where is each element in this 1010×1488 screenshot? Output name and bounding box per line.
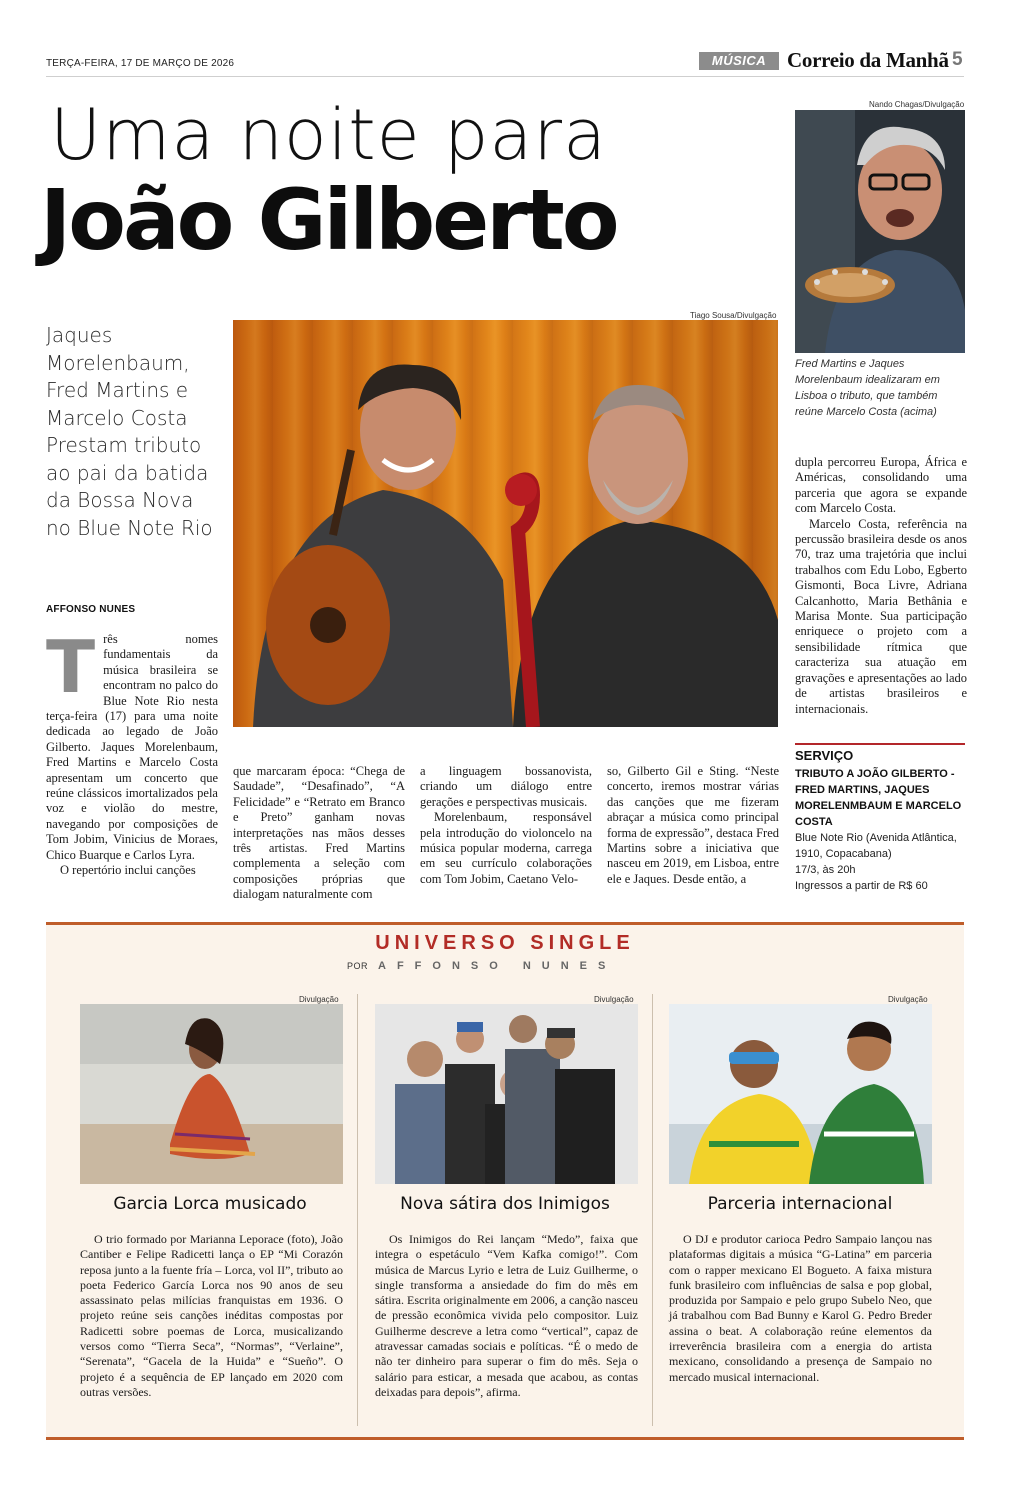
single-2-photo — [375, 1004, 638, 1184]
article-paragraph: a linguagem bossanovista, criando um diálogo entre gerações e perspectivas musicais. — [420, 764, 592, 809]
article-paragraph: Marcelo Costa, referência na percussão brasileira desde os anos 70, traz uma trajetória que inclui trabalhos com Edu Lobo, Egberto Gismonti, Boca Livre, Adriana Calcanhotto, Maria Bethânia e Marisa Monte. Sua participação enriquece o projeto com a sensibilidade rítmica que caracteriza sua atuação em gravações e apresentações ao lado de artistas brasileiros e internacionais. — [795, 516, 967, 716]
article-paragraph: que marcaram época: “Chega de Saudade”, “Desafinado”, “A Felicidade” e “Retrato em Branco e Preto” ganham novas interpretações nas mãos desses três artistas. Fred Martins complementa a seleção com composições próprias que dialogam naturalmente com — [233, 764, 405, 902]
single-3-photo — [669, 1004, 932, 1184]
single-2-text: Os Inimigos do Rei lançam “Medo”, faixa que integra o espetáculo “Vem Kafka comigo!”. Com música de Marcus Lyrio e letra de Luiz Guilherme, o single transforma a ansiedade do fim do mês em sátira. Escrita originalmente em 2006, a canção nasceu de pressão econômica vivida pelo compositor. Luiz Guilherme descreve a letra como “vertical”, capaz de atravessar camadas sociais e políticas. “É o medo de não ter dinheiro para superar o fim do mês. Seja o salário para esticar, a mesada que acabou, as contas deixadas para depois”, afirma. — [375, 1232, 638, 1399]
article-column-1 — [46, 625, 218, 879]
servico-event-name: TRIBUTO A JOÃO GILBERTO - FRED MARTINS, JAQUES MORELENMBAUM E MARCELO COSTA — [795, 768, 962, 828]
universo-single-author: AFFONSO NUNES — [378, 960, 617, 972]
byline: AFFONSO NUNES — [46, 604, 136, 615]
side-photo-caption: Fred Martins e Jaques Morelenbaum idealizaram em Lisboa o tributo, que também reúne Marcelo Costa (acima) — [795, 358, 940, 418]
single-3-photo-credit: Divulgação — [888, 995, 928, 1004]
header-rule — [46, 76, 964, 77]
single-3-title: Parceria internacional — [707, 1194, 893, 1214]
servico-price: Ingressos a partir de R$ 60 — [795, 880, 928, 892]
article-paragraph: Morelenbaum, responsável pela introdução do violoncelo na música popular moderna, carrega em seu currículo colaborações com Tom Jobim, Caetano Velo- — [420, 810, 592, 886]
servico-venue: Blue Note Rio (Avenida Atlântica, 1910, Copacabana) — [795, 832, 957, 860]
article-column-4 — [607, 764, 779, 887]
dropcap: T — [46, 625, 96, 709]
article-paragraph: dupla percorreu Europa, África e Américas, consolidando uma parceria que agora se expande com Marcelo Costa. — [795, 455, 967, 516]
single-1-text: O trio formado por Marianna Leporace (foto), João Cantiber e Felipe Radicetti lança o EP “Mi Corazón reposa junto a la fuente fría – Lorca, vol II”, tributo ao poeta Federico García Lorca nos 90 anos de seu assassinato pelas milícias franquistas em 1936. O projeto reúne seis canções inéditas compostas por Radicetti sobre poemas de Lorca, musicalizando versos como “Tierra Seca”, “Normas”, “Verlaine”, “Serenata”, “Gacela de la Huida” e “Sueño”. O projeto é a sequência de EP lançado em 2020 com outras versões. — [80, 1232, 343, 1399]
article-column-3 — [420, 764, 592, 887]
column-divider — [652, 994, 653, 1426]
article-column-2 — [233, 764, 405, 903]
servico-info — [795, 830, 967, 894]
section-tag: MÚSICA — [699, 52, 779, 70]
servico-date: 17/3, às 20h — [795, 864, 856, 876]
masthead: Correio da Manhã — [787, 48, 949, 72]
servico-title: SERVIÇO — [795, 748, 854, 763]
main-photo-credit: Tiago Sousa/Divulgação — [690, 311, 777, 320]
side-photo-credit: Nando Chagas/Divulgação — [869, 100, 965, 109]
article-paragraph: so, Gilberto Gil e Sting. “Neste concerto, iremos mostrar várias das canções que me fizeram abraçar a música como principal forma de expressão”, destaca Fred Martins sobre a iniciativa que nasceu em 2019, em Lisboa, entre ele e Jaques. Desde então, a — [607, 764, 779, 886]
main-photo-musicians — [233, 320, 778, 727]
single-3-text: O DJ e produtor carioca Pedro Sampaio lançou nas plataformas digitais a música “G-Latina” em parceria com o rapper mexicano El Bogueto. A faixa mistura funk brasileiro com influências de salsa e pop global, produzida por Sampaio e pelo grupo Subelo Neo, que já trabalhou com Bad Bunny e Karol G. Pedro Breder assina o beat. A colaboração reúne elementos da irreverência brasileira com a energia do artista mexicano, consolidando a presença de Sampaio no mercado musical internacional. — [669, 1232, 932, 1384]
servico-rule — [795, 743, 965, 745]
single-1-photo-credit: Divulgação — [299, 995, 339, 1004]
column-divider — [357, 994, 358, 1426]
single-1-photo — [80, 1004, 343, 1184]
universo-single-by: POR — [347, 961, 369, 971]
article-column-5 — [795, 455, 967, 717]
article-paragraph: rês nomes fundamentais da música brasileira se encontram no palco do Blue Note Rio nesta terça-feira (17) para uma noite dedicada ao legado de João Gilberto. Jaques Morelenbaum, Fred Martins e Marcelo Costa apresentam um concerto que reúne clássicos imortalizados pela voz e violão do mestre, navegando por composições de Tom Jobim, Vinicius de Moraes, Chico Buarque e Carlos Lyra. — [46, 632, 218, 862]
article-paragraph: O repertório inclui canções — [60, 863, 196, 878]
universo-single-title: UNIVERSO SINGLE — [375, 932, 635, 954]
headline-kicker: Uma noite para — [50, 94, 607, 176]
article-deck: Jaques Morelenbaum, Fred Martins e Marcelo Costa Prestam tributo ao pai da batida da Bossa Nova no Blue Note Rio — [46, 323, 213, 540]
page-number: 5 — [952, 49, 963, 70]
issue-date: TERÇA-FEIRA, 17 DE MARÇO DE 2026 — [46, 58, 235, 69]
side-photo-marcelo-costa — [795, 110, 965, 353]
single-2-photo-credit: Divulgação — [594, 995, 634, 1004]
single-2-title: Nova sátira dos Inimigos — [400, 1194, 610, 1214]
single-1-title: Garcia Lorca musicado — [113, 1194, 307, 1214]
headline: João Gilberto — [40, 171, 617, 269]
